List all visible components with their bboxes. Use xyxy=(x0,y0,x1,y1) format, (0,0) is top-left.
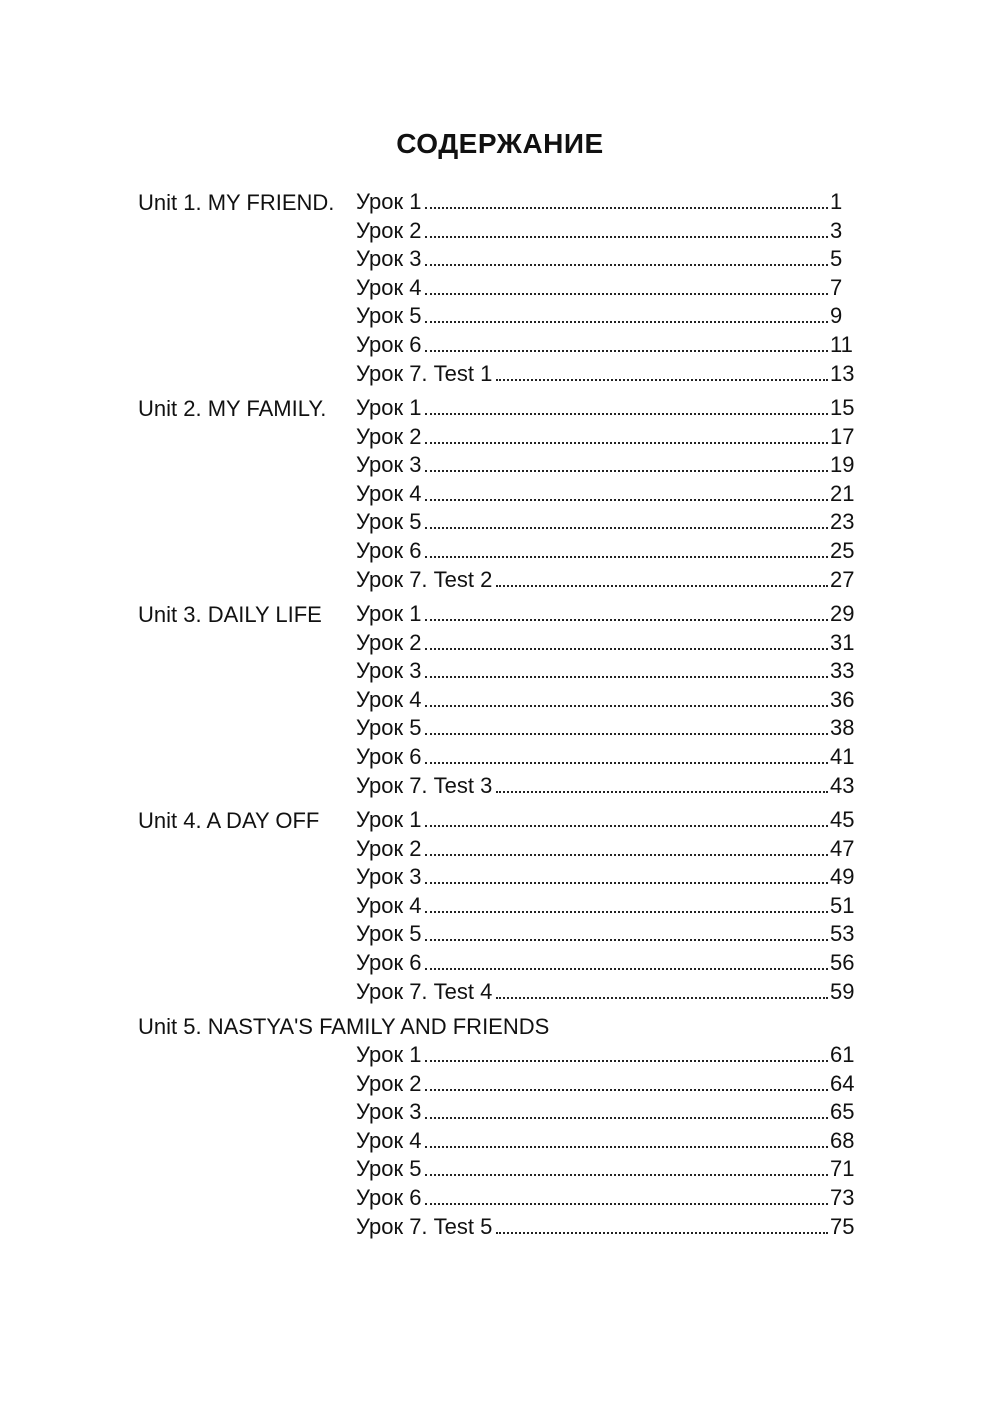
dot-leader xyxy=(425,470,828,472)
page-number: 65 xyxy=(830,1099,855,1125)
toc-entry[interactable] xyxy=(356,1068,856,1097)
unit-title: Unit 1. MY FRIEND. xyxy=(138,190,335,215)
toc-entry[interactable] xyxy=(356,392,856,421)
toc-entry[interactable] xyxy=(356,1125,856,1154)
lesson-label: Урок 7. Test 2 xyxy=(356,566,493,592)
lesson-label: Урок 7. Test 5 xyxy=(356,1213,493,1239)
dot-leader xyxy=(496,791,828,793)
dot-leader xyxy=(425,939,828,941)
dot-leader xyxy=(425,264,828,266)
dot-leader xyxy=(425,1117,828,1119)
page-number: 17 xyxy=(830,423,855,449)
page-number: 61 xyxy=(830,1042,855,1067)
lesson-label: Урок 7. Test 3 xyxy=(356,772,493,798)
lesson-label: Урок 6 xyxy=(356,950,422,975)
page-number: 15 xyxy=(830,395,855,420)
toc-entry[interactable] xyxy=(356,770,856,799)
dot-leader xyxy=(496,1232,828,1234)
toc-entry[interactable] xyxy=(356,804,856,833)
dot-leader xyxy=(425,413,828,415)
lesson-label: Урок 2 xyxy=(356,423,422,449)
page-title: СОДЕРЖАНИЕ xyxy=(396,128,604,159)
lesson-label: Урок 4 xyxy=(356,1127,422,1153)
page-number: 71 xyxy=(830,1156,855,1182)
toc-entry[interactable] xyxy=(356,741,856,770)
page-number: 73 xyxy=(830,1185,855,1210)
page-number: 5 xyxy=(830,246,843,272)
page-number: 59 xyxy=(830,978,855,1004)
page-number: 47 xyxy=(830,835,855,861)
lesson-label: Урок 1 xyxy=(356,1042,422,1067)
page-number: 23 xyxy=(830,509,855,535)
toc-entry[interactable] xyxy=(356,684,856,713)
unit-title: Unit 5. NASTYA'S FAMILY AND FRIENDS xyxy=(138,1014,550,1039)
toc-entry[interactable] xyxy=(356,655,856,684)
lesson-label: Урок 3 xyxy=(356,1099,422,1125)
toc-entry[interactable] xyxy=(356,833,856,862)
toc-entry[interactable] xyxy=(356,272,856,301)
dot-leader xyxy=(425,556,828,558)
page-number: 33 xyxy=(830,658,855,684)
dot-leader xyxy=(425,1089,828,1091)
toc-entry[interactable] xyxy=(356,535,856,564)
toc-entry[interactable] xyxy=(356,243,856,272)
dot-leader xyxy=(425,527,828,529)
toc-entry[interactable] xyxy=(356,861,856,890)
lesson-label: Урок 1 xyxy=(356,189,422,214)
toc-entry[interactable] xyxy=(356,1182,856,1211)
toc-entry[interactable] xyxy=(356,918,856,947)
dot-leader xyxy=(425,1146,828,1148)
dot-leader xyxy=(425,236,828,238)
lesson-label: Урок 4 xyxy=(356,274,422,300)
lesson-label: Урок 5 xyxy=(356,715,422,741)
toc-entry[interactable] xyxy=(356,976,856,1005)
page-number: 43 xyxy=(830,772,855,798)
lesson-label: Урок 2 xyxy=(356,835,422,861)
page-number: 3 xyxy=(830,217,843,243)
lesson-label: Урок 2 xyxy=(356,1070,422,1096)
dot-leader xyxy=(425,1174,828,1176)
page-number: 45 xyxy=(830,807,855,832)
lesson-label: Урок 6 xyxy=(356,538,422,563)
lesson-label: Урок 3 xyxy=(356,658,422,684)
lesson-label: Урок 5 xyxy=(356,509,422,535)
page-number: 53 xyxy=(830,921,855,947)
dot-leader xyxy=(425,1203,828,1205)
page-number: 21 xyxy=(830,480,855,506)
page-number: 7 xyxy=(830,274,843,300)
unit-title: Unit 3. DAILY LIFE xyxy=(138,602,322,627)
dot-leader xyxy=(425,442,828,444)
lesson-label: Урок 4 xyxy=(356,686,422,712)
toc-entry[interactable] xyxy=(356,1153,856,1182)
dot-leader xyxy=(425,207,828,209)
page-number: 56 xyxy=(830,950,855,975)
page-number: 41 xyxy=(830,744,855,769)
lesson-label: Урок 5 xyxy=(356,921,422,947)
lesson-label: Урок 6 xyxy=(356,1185,422,1210)
dot-leader xyxy=(425,911,828,913)
lesson-label: Урок 1 xyxy=(356,807,422,832)
dot-leader xyxy=(496,585,828,587)
dot-leader xyxy=(425,676,828,678)
page-number: 75 xyxy=(830,1213,855,1239)
page-number: 49 xyxy=(830,864,855,890)
dot-leader xyxy=(425,350,828,352)
dot-leader xyxy=(425,705,828,707)
dot-leader xyxy=(425,733,828,735)
lesson-label: Урок 1 xyxy=(356,601,422,626)
dot-leader xyxy=(425,854,828,856)
page-number: 29 xyxy=(830,601,855,626)
toc-entry[interactable] xyxy=(356,564,856,593)
page-number: 1 xyxy=(830,189,843,214)
toc-entry[interactable] xyxy=(356,358,856,387)
lesson-label: Урок 5 xyxy=(356,1156,422,1182)
unit-title: Unit 4. A DAY OFF xyxy=(138,808,320,833)
lesson-label: Урок 2 xyxy=(356,629,422,655)
lesson-label: Урок 7. Test 4 xyxy=(356,978,493,1004)
dot-leader xyxy=(425,882,828,884)
toc-entry[interactable] xyxy=(356,300,856,329)
page-number: 51 xyxy=(830,892,855,918)
page-number: 31 xyxy=(830,629,855,655)
lesson-label: Урок 7. Test 1 xyxy=(356,360,493,386)
lesson-label: Урок 3 xyxy=(356,864,422,890)
toc-entry[interactable] xyxy=(356,598,856,627)
toc-entry[interactable] xyxy=(356,329,856,358)
toc-entry[interactable] xyxy=(356,1039,856,1068)
dot-leader xyxy=(425,762,828,764)
dot-leader xyxy=(425,619,828,621)
toc-entry[interactable] xyxy=(356,947,856,976)
page-number: 36 xyxy=(830,686,855,712)
dot-leader xyxy=(425,1060,828,1062)
dot-leader xyxy=(496,379,828,381)
dot-leader xyxy=(425,321,828,323)
page-number: 68 xyxy=(830,1127,855,1153)
lesson-label: Урок 6 xyxy=(356,332,422,357)
page-number: 27 xyxy=(830,566,855,592)
toc-entry[interactable] xyxy=(356,449,856,478)
page-number: 38 xyxy=(830,715,855,741)
page-number: 11 xyxy=(830,332,853,357)
dot-leader xyxy=(425,499,828,501)
page-number: 9 xyxy=(830,303,843,329)
lesson-label: Урок 1 xyxy=(356,395,422,420)
dot-leader xyxy=(496,997,828,999)
toc-entry[interactable] xyxy=(356,1096,856,1125)
page-number: 19 xyxy=(830,452,855,478)
dot-leader xyxy=(425,648,828,650)
toc-entry[interactable] xyxy=(356,421,856,450)
lesson-label: Урок 2 xyxy=(356,217,422,243)
lesson-label: Урок 3 xyxy=(356,452,422,478)
toc-entry[interactable] xyxy=(356,1211,856,1240)
dot-leader xyxy=(425,293,828,295)
dot-leader xyxy=(425,968,828,970)
lesson-label: Урок 4 xyxy=(356,892,422,918)
toc-entry[interactable] xyxy=(356,215,856,244)
lesson-label: Урок 5 xyxy=(356,303,422,329)
lesson-label: Урок 6 xyxy=(356,744,422,769)
toc-entry[interactable] xyxy=(356,478,856,507)
toc-entry[interactable] xyxy=(356,506,856,535)
toc-entry[interactable] xyxy=(356,627,856,656)
lesson-label: Урок 4 xyxy=(356,480,422,506)
page-number: 64 xyxy=(830,1070,855,1096)
toc-entry[interactable] xyxy=(356,890,856,919)
unit-title: Unit 2. MY FAMILY. xyxy=(138,396,327,421)
lesson-label: Урок 3 xyxy=(356,246,422,272)
dot-leader xyxy=(425,825,828,827)
toc-entry[interactable] xyxy=(356,186,856,215)
page-number: 13 xyxy=(830,360,855,386)
page-number: 25 xyxy=(830,538,855,563)
toc-entry[interactable] xyxy=(356,712,856,741)
